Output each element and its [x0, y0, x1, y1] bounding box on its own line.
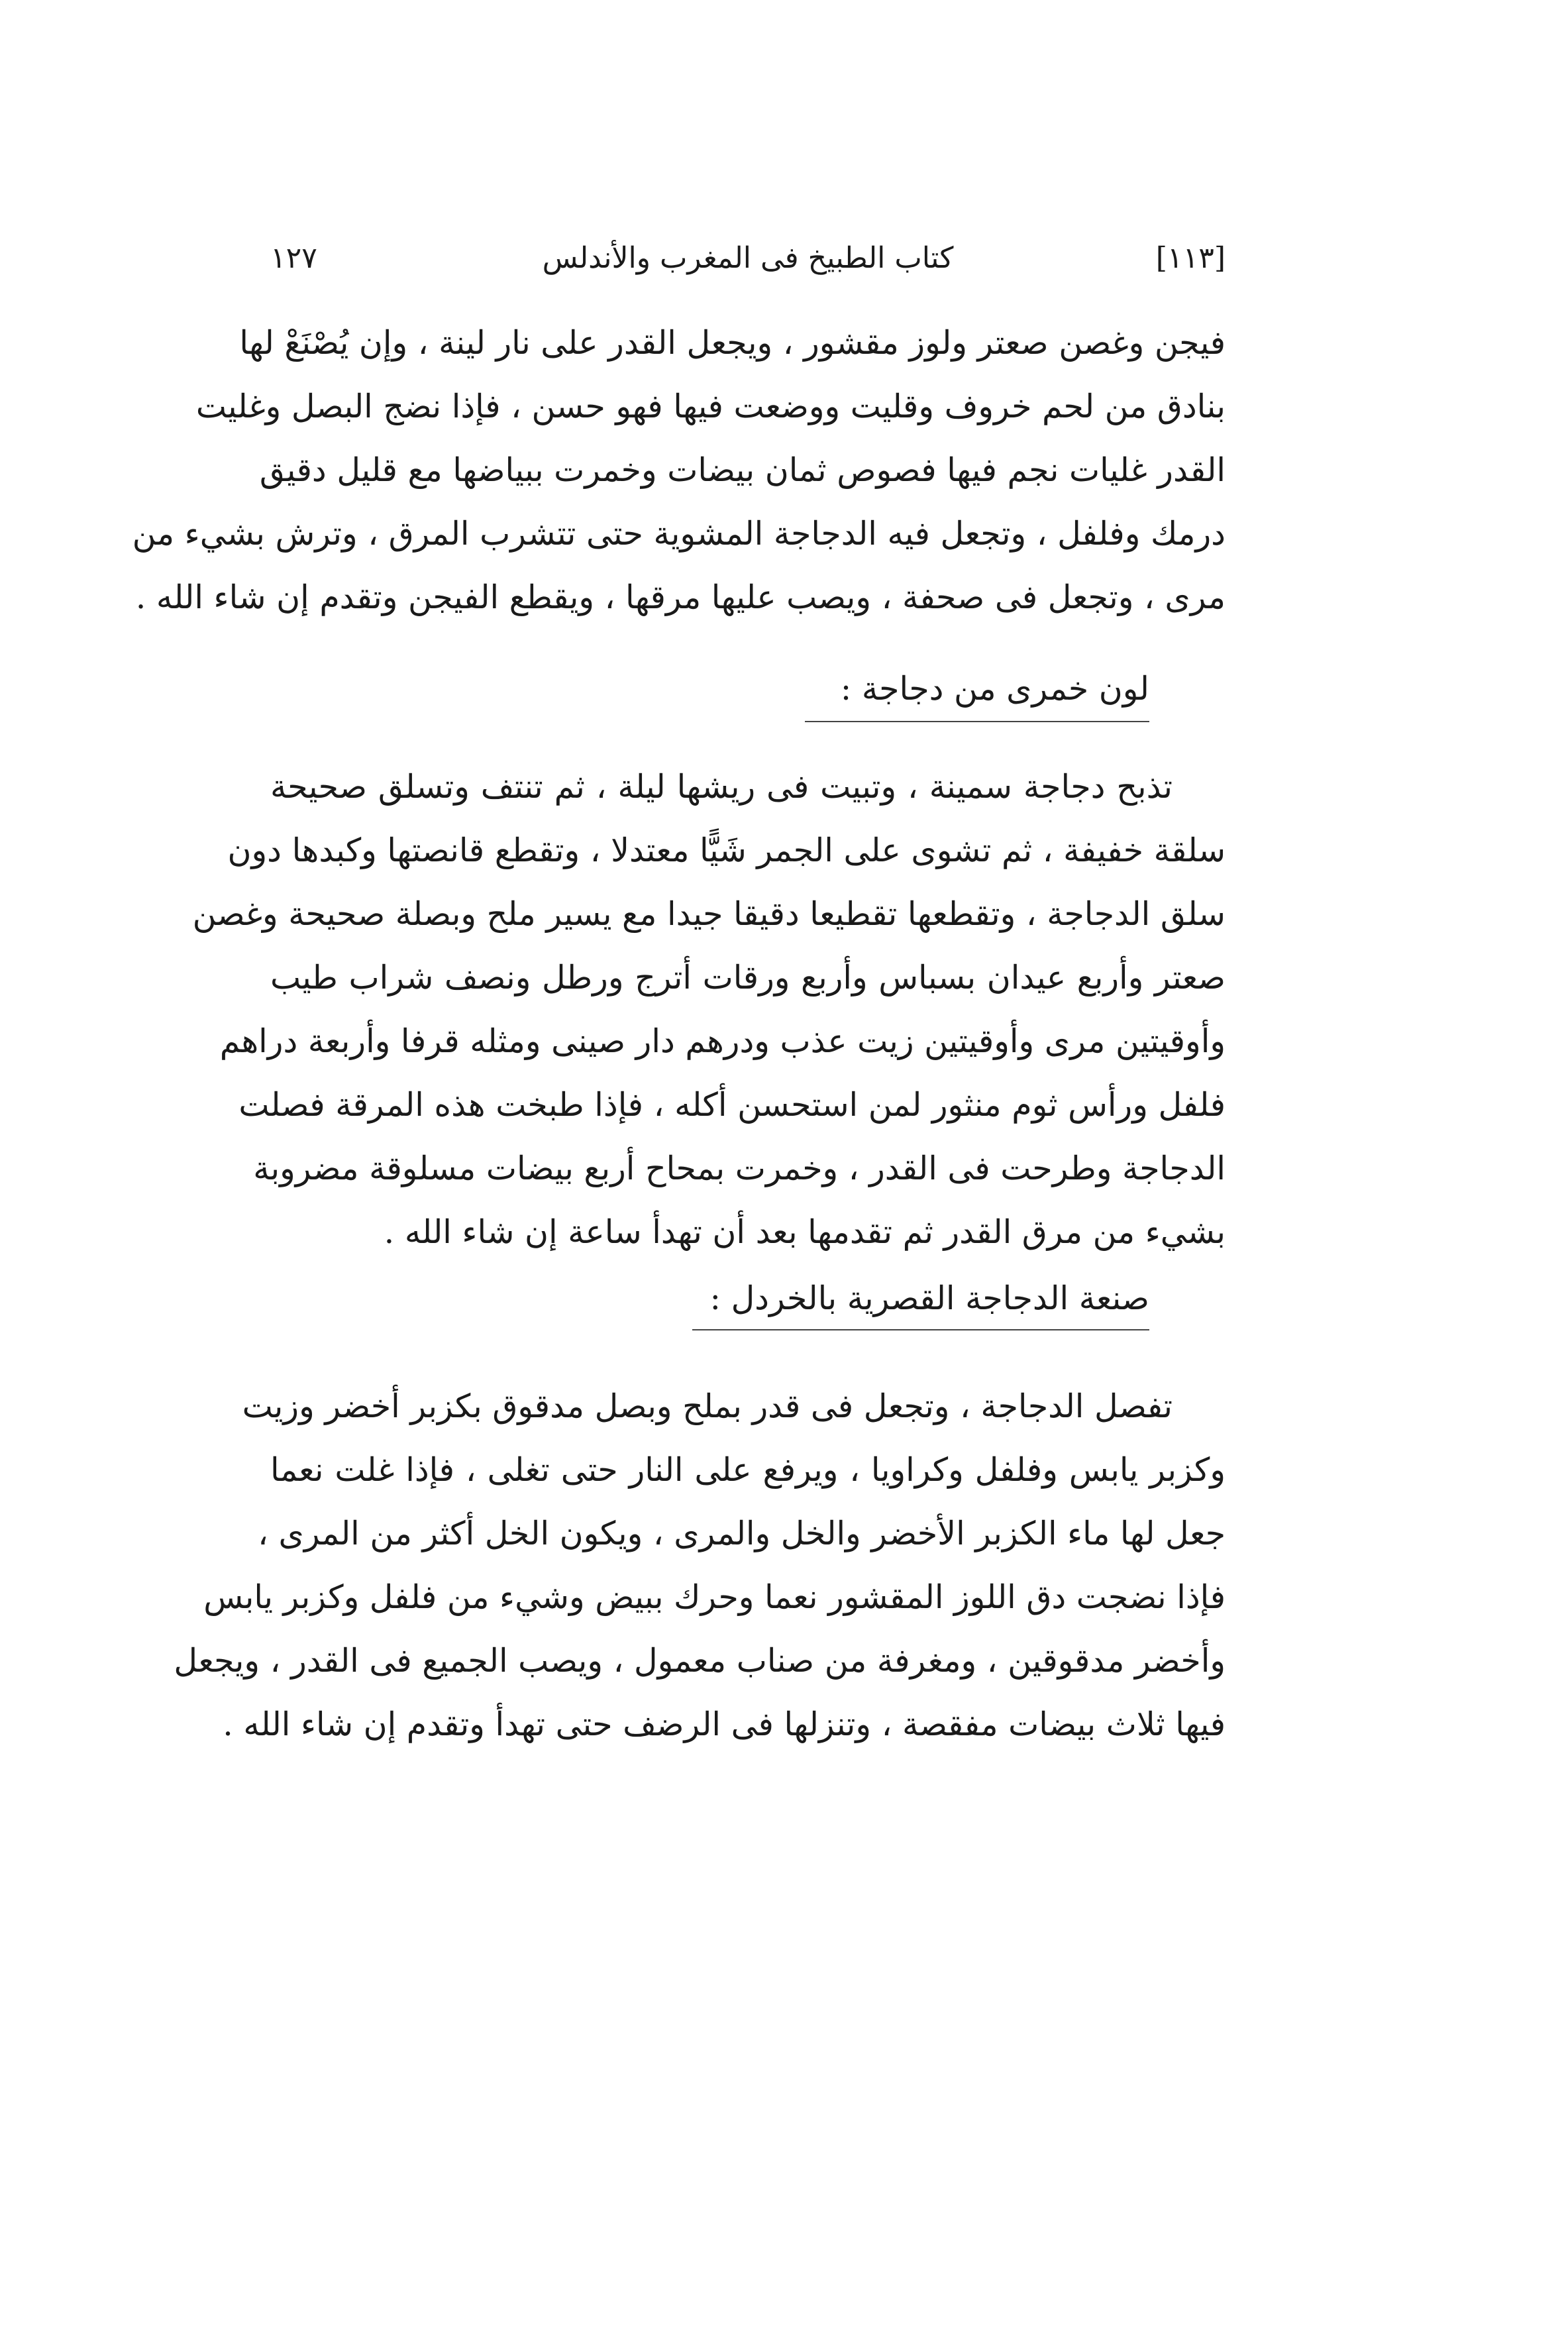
section-number: [١١٣] — [1155, 241, 1226, 275]
paragraph-1-line: القدر غليات نجم فيها فصوص ثمان بيضات وخمرت ببياضها مع قليل دقيق — [259, 451, 1226, 489]
paragraph-2-line: بشيء من مرق القدر ثم تقدمها بعد أن تهدأ ساعة إن شاء الله . — [384, 1213, 1226, 1251]
paragraph-2-line: فلفل ورأس ثوم منثور لمن استحسن أكله ، فإذا طبخت هذه المرقة فصلت — [238, 1086, 1226, 1124]
paragraph-1-line: بنادق من لحم خروف وقليت ووضعت فيها فهو حسن ، فإذا نضج البصل وغليت — [195, 388, 1226, 425]
page-number: ١٢٧ — [270, 241, 317, 275]
heading-underline — [692, 1329, 1149, 1330]
paragraph-2-line: سلقة خفيفة ، ثم تشوى على الجمر شَيًّا معتدلا ، وتقطع قانصتها وكبدها دون — [227, 832, 1226, 869]
paragraph-3-line: وأخضر مدقوقين ، ومغرفة من صناب معمول ، ويصب الجميع فى القدر ، ويجعل — [174, 1642, 1226, 1680]
paragraph-2-line: صعتر وأربع عيدان بسباس وأربع ورقات أترج ورطل ونصف شراب طيب — [270, 959, 1226, 997]
paragraph-3-line: تفصل الدجاجة ، وتجعل فى قدر بملح وبصل مدقوق بكزبر أخضر وزيت — [242, 1387, 1173, 1425]
paragraph-1-line: درمك وفلفل ، وتجعل فيه الدجاجة المشوية حتى تتشرب المرق ، وترش بشيء من — [132, 515, 1226, 553]
paragraph-1-line: مرى ، وتجعل فى صحفة ، ويصب عليها مرقها ، ويقطع الفيجن وتقدم إن شاء الله . — [135, 578, 1226, 616]
paragraph-3-line: فيها ثلاث بيضات مفقصة ، وتنزلها فى الرضف حتى تهدأ وتقدم إن شاء الله . — [223, 1705, 1226, 1743]
paragraph-2-line: وأوقيتين مرى وأوقيتين زيت عذب ودرهم دار صينى ومثله قرفا وأربعة دراهم — [219, 1022, 1226, 1060]
paragraph-3-line: وكزبر يابس وفلفل وكراويا ، ويرفع على النار حتى تغلى ، فإذا غلت نعما — [270, 1451, 1226, 1489]
paragraph-2-line: تذبح دجاجة سمينة ، وتبيت فى ريشها ليلة ، ثم تنتف وتسلق صحيحة — [270, 768, 1173, 806]
paragraph-2-line: سلق الدجاجة ، وتقطعها تقطيعا دقيقا جيدا مع يسير ملح وبصلة صحيحة وغصن — [192, 895, 1226, 933]
heading-underline — [805, 721, 1149, 722]
page-header — [270, 235, 1226, 282]
paragraph-3-line: فإذا نضجت دق اللوز المقشور نعما وحرك ببيض وشيء من فلفل وكزبر يابس — [203, 1578, 1226, 1616]
recipe-heading-qasriya-chicken: صنعة الدجاجة القصرية بالخردل : — [709, 1279, 1149, 1317]
running-title: كتاب الطبيخ فى المغرب والأندلس — [542, 241, 954, 275]
paragraph-3-line: جعل لها ماء الكزبر الأخضر والخل والمرى ، ويكون الخل أكثر من المرى ، — [258, 1515, 1226, 1552]
paragraph-2 — [192, 755, 1226, 1264]
paragraph-1-line: فيجن وغصن صعتر ولوز مقشور ، ويجعل القدر على نار لينة ، وإن يُصْنَعْ لها — [239, 324, 1226, 362]
recipe-heading-khamri-chicken: لون خمرى من دجاجة : — [840, 670, 1149, 708]
paragraph-2-line: الدجاجة وطرحت فى القدر ، وخمرت بمحاح أربع بيضات مسلوقة مضروبة — [253, 1150, 1226, 1187]
paragraph-3 — [174, 1375, 1226, 1757]
paragraph-1 — [132, 311, 1226, 629]
